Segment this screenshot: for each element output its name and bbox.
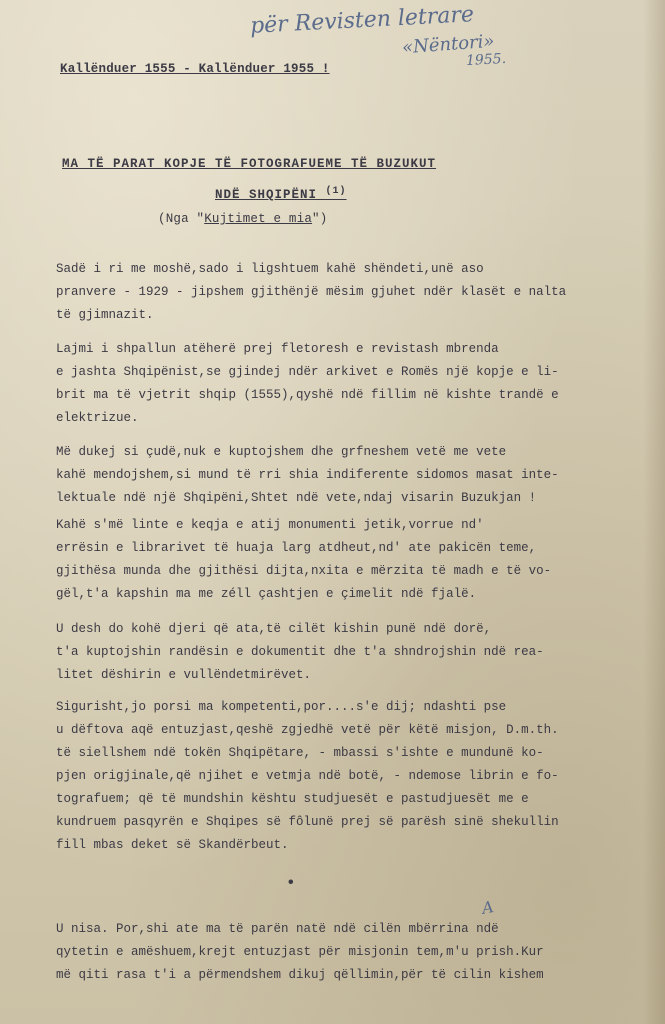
handwritten-note-line2: «Nëntori» <box>401 30 496 59</box>
text-line: tografuem; që të mundshin kështu studjuesët e pastudjuesët me e <box>56 792 529 806</box>
text-line: errësin e librarivet të huaja larg atdheut,nd' ate pakicën teme, <box>56 541 537 555</box>
text-line: të gjimnazit. <box>56 308 154 322</box>
handwritten-mark: A <box>480 897 496 918</box>
text-line: litet dëshirin e vullëndetmirëvet. <box>56 668 312 682</box>
text-line: kahë mendojshem,si mund të rri shia indiferente sidomos masat inte- <box>56 468 559 482</box>
subtitle-prefix: (Nga " <box>158 212 205 226</box>
text-line: elektrizue. <box>56 411 139 425</box>
text-line: Sadë i ri me moshë,sado i ligshtuem kahë shëndeti,unë aso <box>56 262 484 276</box>
text-line: lektuale ndë një Shqipëni,Shtet ndë vete,ndaj visarin Buzukjan ! <box>56 491 537 505</box>
text-line: U desh do kohë djeri që ata,të cilët kishin punë ndë dorë, <box>56 622 492 636</box>
text-line: u dëftova aqë entuzjast,qeshë zgjedhë vetë për këtë misjon, D.m.th. <box>56 723 559 737</box>
text-line: pranvere - 1929 - jipshem gjithënjë mësim gjuhet ndër klasët e nalta <box>56 285 567 299</box>
text-line: fill mbas deket së Skandërbeut. <box>56 838 289 852</box>
paragraph-3 <box>56 445 656 514</box>
paragraph-7 <box>56 922 656 991</box>
section-separator: • <box>286 874 296 892</box>
handwritten-note-year: 1955. <box>465 50 507 70</box>
text-line: pjen origjinale,që njihet e vetmja ndë botë, - ndemose librin e fo- <box>56 769 559 783</box>
text-line: gël,t'a kapshin ma me zéll çashtjen e çimelit ndë fjalë. <box>56 587 477 601</box>
text-line: të siellshem ndë tokën Shqipëtare, - mbassi s'ishte e mundunë ko- <box>56 746 544 760</box>
text-line: më qiti rasa t'i a përmendshem dikuj qëllimin,për të cilin kishem <box>56 968 544 982</box>
text-line: Më dukej si çudë,nuk e kuptojshem dhe grfneshem vetë me vete <box>56 445 507 459</box>
footnote-marker: (1) <box>325 186 347 197</box>
subtitle <box>158 212 327 226</box>
text-line: qytetin e amëshuem,krejt entuzjast për misjonin tem,m'u prish.Kur <box>56 945 544 959</box>
paragraph-4 <box>56 518 656 610</box>
text-line: t'a kuptojshin randësin e dokumentit dhe t'a shndrojshin ndë rea- <box>56 645 544 659</box>
paragraph-1 <box>56 262 656 331</box>
date-heading: Kallënduer 1555 - Kallënduer 1955 ! <box>60 62 330 76</box>
paragraph-6 <box>56 700 656 861</box>
subtitle-source: Kujtimet e mia <box>204 212 313 226</box>
title-line1: MA TË PARAT KOPJE TË FOTOGRAFUEME TË BUZUKUT <box>62 157 437 171</box>
text-line: gjithësa munda dhe gjithësi dijta,nxita e mërzita të madh e të vo- <box>56 564 552 578</box>
text-line: Lajmi i shpallun atëherë prej fletoresh e revistash mbrenda <box>56 342 499 356</box>
text-line: brit ma të vjetrit shqip (1555),qyshë ndë fillim në kishte trandë e <box>56 388 559 402</box>
paragraph-5 <box>56 622 656 691</box>
title-line2 <box>215 186 347 202</box>
text-line: Sigurisht,jo porsi ma kompetenti,por....s'e dij; ndashti pse <box>56 700 507 714</box>
text-line: kundruem pasqyrën e Shqipes së fôlunë prej së parësh sinë shekullin <box>56 815 559 829</box>
title-line2-text: NDË SHQIPËNI <box>215 188 318 203</box>
subtitle-suffix: ") <box>312 212 328 226</box>
handwritten-note-line1: për Revisten letrare <box>249 2 475 39</box>
paragraph-2 <box>56 342 656 434</box>
text-line: Kahë s'më linte e keqja e atij monumenti jetik,vorrue nd' <box>56 518 484 532</box>
text-line: U nisa. Por,shi ate ma të parën natë ndë cilën mbërrina ndë <box>56 922 499 936</box>
text-line: e jashta Shqipënist,se gjindej ndër arkivet e Romës një kopje e li- <box>56 365 559 379</box>
